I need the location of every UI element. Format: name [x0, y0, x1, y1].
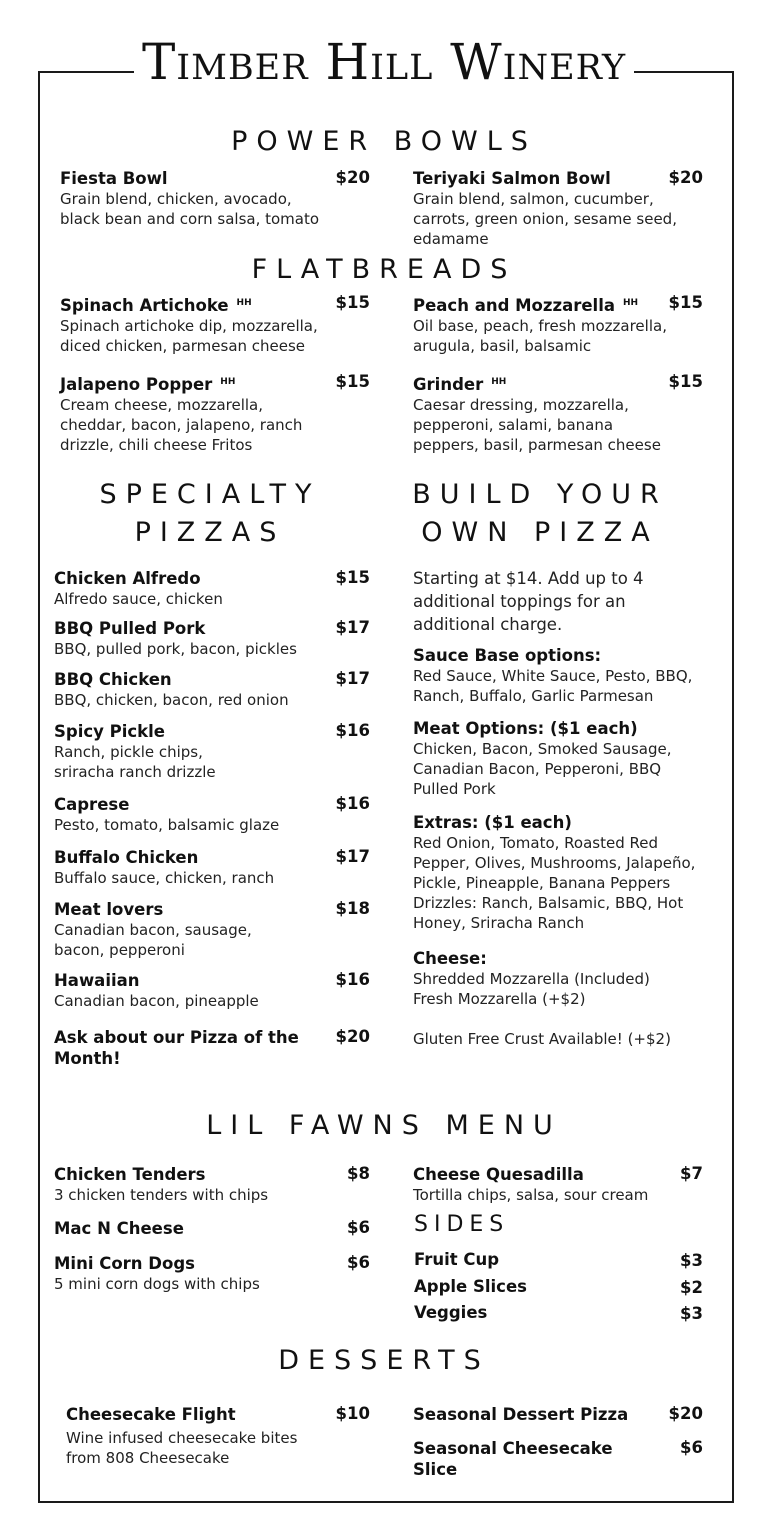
- item-name: Grinder: [413, 375, 484, 394]
- item-name-row: [60, 293, 370, 316]
- byo-meat: [413, 718, 708, 799]
- item-name: Mini Corn Dogs: [54, 1254, 195, 1273]
- item-price: $16: [335, 970, 370, 989]
- byo-sauce: [413, 645, 708, 706]
- byo-intro: Starting at $14. Add up to 4 additional toppings for an additional charge.: [413, 569, 644, 634]
- menu-item: [54, 1253, 370, 1294]
- menu-item: [54, 1164, 370, 1205]
- byo-block: [413, 567, 708, 636]
- menu-item: [54, 970, 370, 1011]
- item-desc: Spinach artichoke dip, mozzarella, diced chicken, parmesan cheese: [60, 317, 318, 355]
- item-name: Teriyaki Salmon Bowl: [413, 169, 611, 188]
- section-sides: SIDES: [414, 1212, 510, 1237]
- section-power-bowls: POWER BOWLS: [231, 126, 537, 157]
- item-price: $3: [680, 1251, 703, 1270]
- byo-cheese: [413, 948, 708, 1009]
- item-name: Hawaiian: [54, 971, 140, 990]
- menu-item: [60, 372, 370, 455]
- item-name: Chicken Tenders: [54, 1165, 206, 1184]
- side-item: [414, 1249, 703, 1270]
- item-name: Seasonal Dessert Pizza: [413, 1405, 629, 1424]
- item-name: Apple Slices: [414, 1277, 527, 1296]
- item-desc: Pesto, tomato, balsamic glaze: [54, 816, 280, 834]
- section-specialty-pizzas: [40, 476, 380, 552]
- section-desserts: DESSERTS: [278, 1345, 490, 1376]
- byo-cheese-title: Cheese:: [413, 949, 487, 968]
- item-desc: Tortilla chips, salsa, sour cream: [413, 1186, 649, 1204]
- menu-item: [54, 899, 370, 960]
- item-price: $6: [347, 1253, 370, 1272]
- title-text: Timber Hill Winery: [134, 33, 634, 91]
- item-price: $17: [335, 618, 370, 637]
- byo-extras: [413, 812, 708, 933]
- item-price: $20: [668, 1404, 703, 1423]
- menu-item: [60, 168, 370, 229]
- item-price: $20: [335, 168, 370, 187]
- item-name: Buffalo Chicken: [54, 848, 199, 867]
- item-name: BBQ Chicken: [54, 670, 172, 689]
- item-name: Veggies: [414, 1303, 488, 1322]
- item-price: $3: [680, 1304, 703, 1323]
- byo-cheese-line: Shredded Mozzarella (Included): [413, 970, 650, 988]
- byo-meat-desc: Chicken, Bacon, Smoked Sausage, Canadian Bacon, Pepperoni, BBQ Pulled Pork: [413, 740, 672, 798]
- item-desc: Buffalo sauce, chicken, ranch: [54, 869, 275, 887]
- item-desc: Grain blend, chicken, avocado, black bean and corn salsa, tomato: [60, 190, 320, 228]
- item-price: $15: [335, 293, 370, 312]
- item-price: $10: [335, 1404, 370, 1423]
- byo-cheese-line: Fresh Mozzarella (+$2): [413, 990, 586, 1008]
- happy-hour-tag: HH: [491, 377, 507, 387]
- item-desc: Ranch, pickle chips, sriracha ranch drizzle: [54, 743, 216, 781]
- item-price: $15: [335, 568, 370, 587]
- section-line: BUILD YOUR: [412, 479, 668, 510]
- menu-item: [54, 1218, 370, 1239]
- menu-item: [54, 721, 370, 782]
- item-name: BBQ Pulled Pork: [54, 619, 206, 638]
- item-price: $16: [335, 794, 370, 813]
- menu-item: [413, 293, 703, 356]
- byo-meat-title: Meat Options: ($1 each): [413, 719, 638, 738]
- item-price: $15: [668, 293, 703, 312]
- item-price: $6: [680, 1438, 703, 1457]
- section-lil-fawns: LIL FAWNS MENU: [206, 1110, 562, 1141]
- menu-item: [413, 1404, 703, 1425]
- byo-gluten-free: [413, 1029, 708, 1049]
- item-price: $15: [335, 372, 370, 391]
- item-desc: Wine infused cheesecake bites from 808 Cheesecake: [66, 1429, 298, 1467]
- item-desc: 5 mini corn dogs with chips: [54, 1275, 260, 1293]
- menu-item: [66, 1404, 370, 1468]
- item-name: Chicken Alfredo: [54, 569, 201, 588]
- menu-item: [54, 1027, 370, 1069]
- item-name: Caprese: [54, 795, 130, 814]
- item-price: $2: [680, 1278, 703, 1297]
- happy-hour-tag: HH: [220, 377, 236, 387]
- page-title: [0, 30, 768, 94]
- item-price: $15: [668, 372, 703, 391]
- item-name: Peach and Mozzarella: [413, 296, 615, 315]
- menu-item: [54, 618, 370, 659]
- section-build-your-own: [370, 476, 710, 552]
- item-price: $20: [335, 1027, 370, 1046]
- item-name: Seasonal Cheesecake Slice: [413, 1439, 613, 1479]
- byo-extras-title: Extras: ($1 each): [413, 813, 572, 832]
- item-price: $6: [347, 1218, 370, 1237]
- item-name: Fruit Cup: [414, 1250, 500, 1269]
- menu-item: [54, 794, 370, 835]
- side-item: [414, 1302, 703, 1323]
- item-desc: Alfredo sauce, chicken: [54, 590, 223, 608]
- byo-extras-desc: Red Onion, Tomato, Roasted Red Pepper, Olives, Mushrooms, Jalapeño, Pickle, Pineapple, Banana Peppers Drizzles: Ranch, Balsamic, BBQ, Hot Honey, Sriracha Ranch: [413, 834, 696, 932]
- item-name: Cheesecake Flight: [66, 1405, 236, 1424]
- item-desc: Cream cheese, mozzarella, cheddar, bacon, jalapeno, ranch drizzle, chili cheese Fritos: [60, 396, 303, 454]
- item-desc: Canadian bacon, sausage, bacon, pepperoni: [54, 921, 252, 959]
- menu-item: [413, 1438, 703, 1480]
- item-price: $16: [335, 721, 370, 740]
- item-name: Meat lovers: [54, 900, 164, 919]
- menu-item: [413, 168, 703, 249]
- item-name: Fiesta Bowl: [60, 169, 168, 188]
- happy-hour-tag: HH: [623, 298, 639, 308]
- menu-item: [60, 293, 370, 356]
- item-price: $17: [335, 669, 370, 688]
- happy-hour-tag: HH: [236, 298, 252, 308]
- item-desc: BBQ, pulled pork, bacon, pickles: [54, 640, 297, 658]
- side-item: [414, 1276, 703, 1297]
- section-line: PIZZAS: [134, 517, 286, 548]
- item-name: Spicy Pickle: [54, 722, 165, 741]
- item-name: Spinach Artichoke: [60, 296, 229, 315]
- item-desc: Canadian bacon, pineapple: [54, 992, 259, 1010]
- item-desc: BBQ, chicken, bacon, red onion: [54, 691, 289, 709]
- byo-sauce-title: Sauce Base options:: [413, 646, 602, 665]
- item-price: $20: [668, 168, 703, 187]
- item-price: $8: [347, 1164, 370, 1183]
- menu-item: [54, 847, 370, 888]
- item-name-row: [60, 372, 370, 395]
- item-price: $18: [335, 899, 370, 918]
- section-line: OWN PIZZA: [421, 517, 659, 548]
- item-name-row: [413, 293, 703, 316]
- item-name: Cheese Quesadilla: [413, 1165, 584, 1184]
- item-name: Jalapeno Popper: [60, 375, 213, 394]
- section-flatbreads: FLATBREADS: [251, 254, 517, 285]
- menu-item: [54, 568, 370, 609]
- item-desc: Caesar dressing, mozzarella, pepperoni, salami, banana peppers, basil, parmesan cheese: [413, 396, 661, 454]
- byo-sauce-desc: Red Sauce, White Sauce, Pesto, BBQ, Ranch, Buffalo, Garlic Parmesan: [413, 667, 693, 705]
- section-line: SPECIALTY: [99, 479, 321, 510]
- item-price: $17: [335, 847, 370, 866]
- item-desc: 3 chicken tenders with chips: [54, 1186, 269, 1204]
- menu-item: [413, 1164, 703, 1205]
- item-desc: Oil base, peach, fresh mozzarella, arugula, basil, balsamic: [413, 317, 667, 355]
- gluten-free-note: Gluten Free Crust Available! (+$2): [413, 1030, 671, 1048]
- item-name: Mac N Cheese: [54, 1219, 184, 1238]
- item-name-row: [413, 372, 703, 395]
- menu-item: [413, 372, 703, 455]
- item-desc: Grain blend, salmon, cucumber, carrots, green onion, sesame seed, edamame: [413, 190, 677, 248]
- menu-item: [54, 669, 370, 710]
- item-price: $7: [680, 1164, 703, 1183]
- item-name: Ask about our Pizza of the Month!: [54, 1028, 299, 1068]
